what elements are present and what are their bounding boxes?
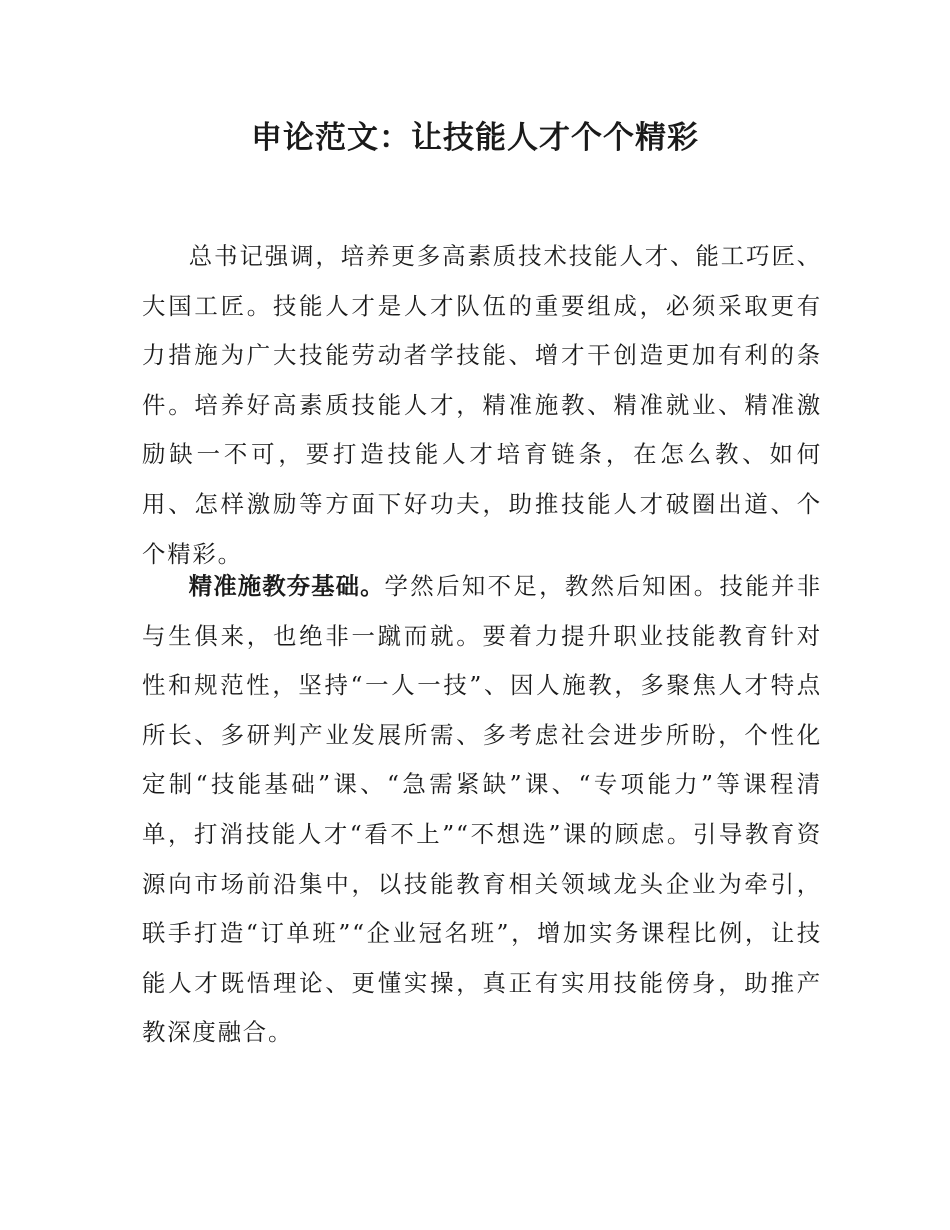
paragraph-2 [142,562,822,1058]
paragraph-2-text: 学然后知不足，教然后知困。技能并非与生俱来，也绝非一蹴而就。要着力提升职业技能教育针对性和规范性，坚持“一人一技”、因人施教，多聚焦人才特点所长、多研判产业发展所需、多考虑社会进步所盼，个性化定制“技能基础”课、“急需紧缺”课、“专项能力”等课程清单，打消技能人才“看不上”“不想选”课的顾虑。引导教育资源向市场前沿集中，以技能教育相关领域龙头企业为牵引，联手打造“订单班”“企业冠名班”，增加实务课程比例，让技能人才既悟理论、更懂实操，真正有实用技能傍身，助推产教深度融合。 [142,572,822,1047]
paragraph-1 [142,232,822,579]
paragraph-2-heading: 精准施教夯基础。 [188,572,385,600]
paragraph-1-text: 总书记强调，培养更多高素质技术技能人才、能工巧匠、大国工匠。技能人才是人才队伍的重要组成，必须采取更有力措施为广大技能劳动者学技能、增才干创造更加有利的条件。培养好高素质技能人才，精准施教、精准就业、精准激励缺一不可，要打造技能人才培育链条，在怎么教、如何用、怎样激励等方面下好功夫，助推技能人才破圈出道、个个精彩。 [142,242,822,568]
document-title: 申论范文：让技能人才个个精彩 [251,120,699,156]
